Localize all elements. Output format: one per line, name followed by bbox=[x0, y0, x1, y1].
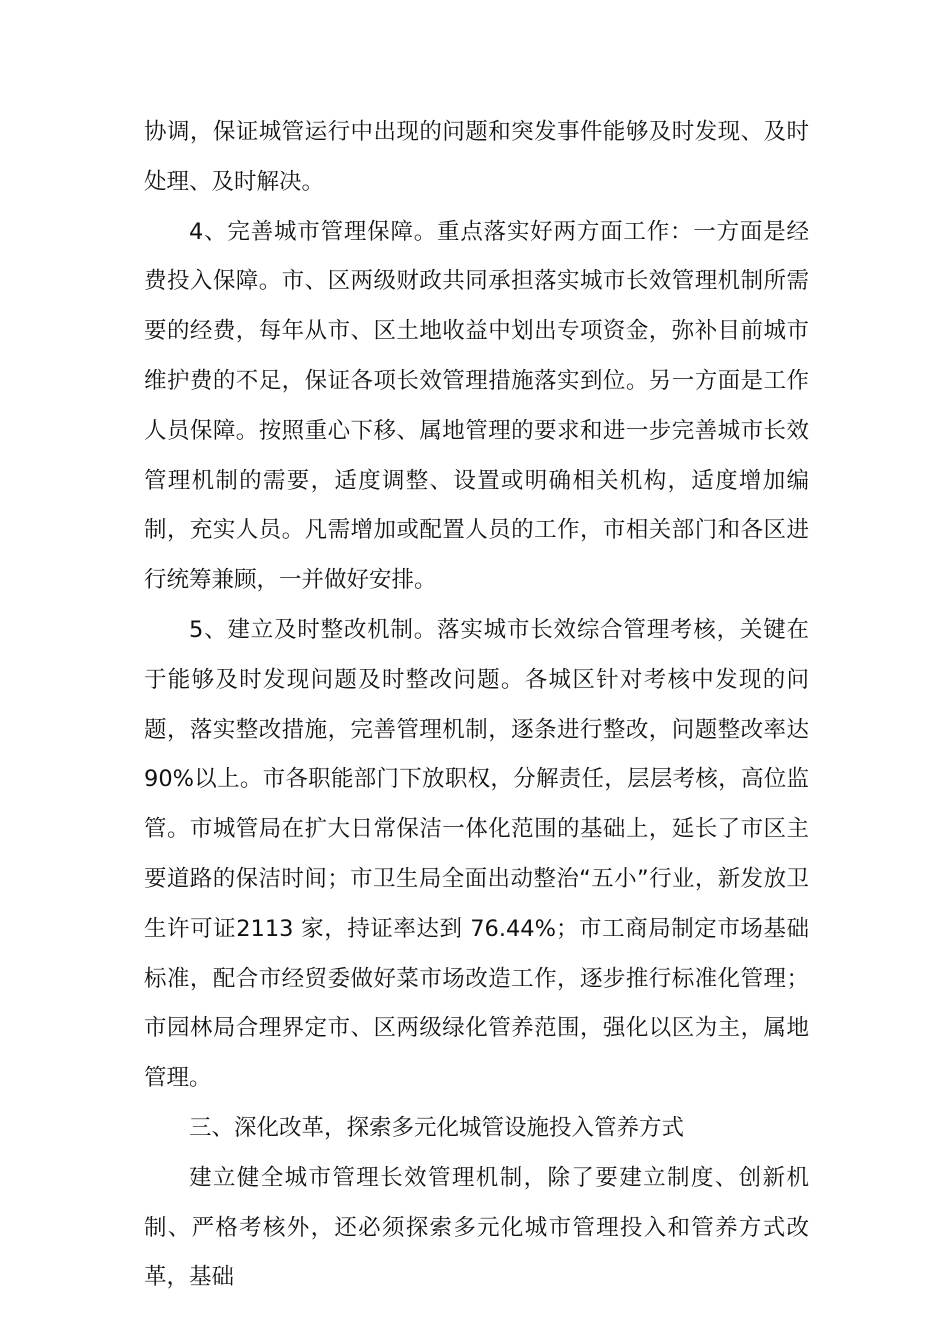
paragraph-item-5: 5、建立及时整改机制。落实城市长效综合管理考核，关键在于能够及时发现问题及时整改问题。各城区针对考核中发现的问题，落实整改措施，完善管理机制，逐条进行整改，问题整改率达 90%以上。市各职能部门下放职权，分解责任，层层考核，高位监管。市城管局在扩大日常保洁一体化范围的基础上，延长了市区主要道路的保洁时间；市卫生局全面出动整治“五小”行业，新发放卫生许可证2113 家，持证率达到 76.44%；市工商局制定市场基础标准，配合市经贸委做好菜市场改造工作，逐步推行标准化管理；市园林局合理界定市、区两级绿化管养范围，强化以区为主，属地管理。 bbox=[144, 616, 809, 1092]
section-heading-3: 三、深化改革，探索多元化城管设施投入管养方式 bbox=[189, 1114, 685, 1141]
document-body bbox=[144, 108, 809, 1303]
paragraph-section-3-intro: 建立健全城市管理长效管理机制，除了要建立制度、创新机制、严格考核外，还必须探索多元化城市管理投入和管养方式改革，基础 bbox=[144, 1164, 809, 1291]
paragraph-item-4: 4、完善城市管理保障。重点落实好两方面工作：一方面是经费投入保障。市、区两级财政共同承担落实城市长效管理机制所需要的经费，每年从市、区土地收益中划出专项资金，弥补目前城市维护费的不足，保证各项长效管理措施落实到位。另一方面是工作人员保障。按照重心下移、属地管理的要求和进一步完善城市长效管理机制的需要，适度调整、设置或明确相关机构，适度增加编制，充实人员。凡需增加或配置人员的工作，市相关部门和各区进行统筹兼顾，一并做好安排。 bbox=[144, 218, 809, 594]
paragraph-continuation: 协调，保证城管运行中出现的问题和突发事件能够及时发现、及时处理、及时解决。 bbox=[144, 119, 809, 195]
